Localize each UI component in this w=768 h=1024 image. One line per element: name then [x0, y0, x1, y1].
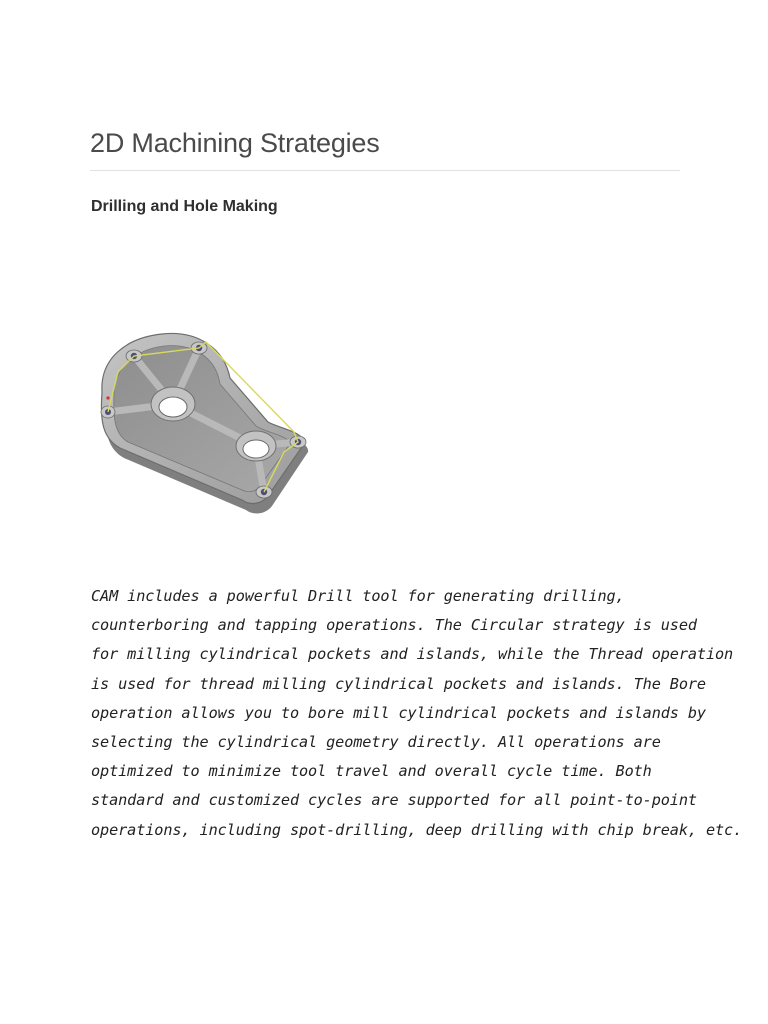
body-line: operations, including spot-drilling, deep drilling with chip break, etc. — [91, 820, 743, 839]
body-line: CAM includes a powerful Drill tool for generating drilling, — [91, 587, 625, 605]
body-line: optimized to minimize tool travel and overall cycle time. Both — [91, 762, 652, 781]
toolpath-start-marker — [106, 396, 109, 399]
section-heading: Drilling and Hole Making — [91, 198, 278, 215]
body-paragraph — [91, 582, 743, 845]
machined-part-icon — [96, 328, 318, 520]
body-line: is used for thread milling cylindrical pockets and islands. The Bore — [91, 674, 706, 693]
body-line: selecting the cylindrical geometry directly. All operations are — [91, 733, 661, 752]
page-title: 2D Machining Strategies — [90, 128, 380, 158]
body-line: counterboring and tapping operations. The Circular strategy is used — [91, 616, 697, 635]
body-line: for milling cylindrical pockets and islands, while the Thread operation — [91, 645, 734, 664]
machined-part-figure — [96, 328, 318, 520]
title-divider — [90, 170, 680, 171]
body-line: standard and customized cycles are supported for all point-to-point — [91, 791, 697, 810]
body-line: operation allows you to bore mill cylindrical pockets and islands by — [91, 703, 706, 722]
